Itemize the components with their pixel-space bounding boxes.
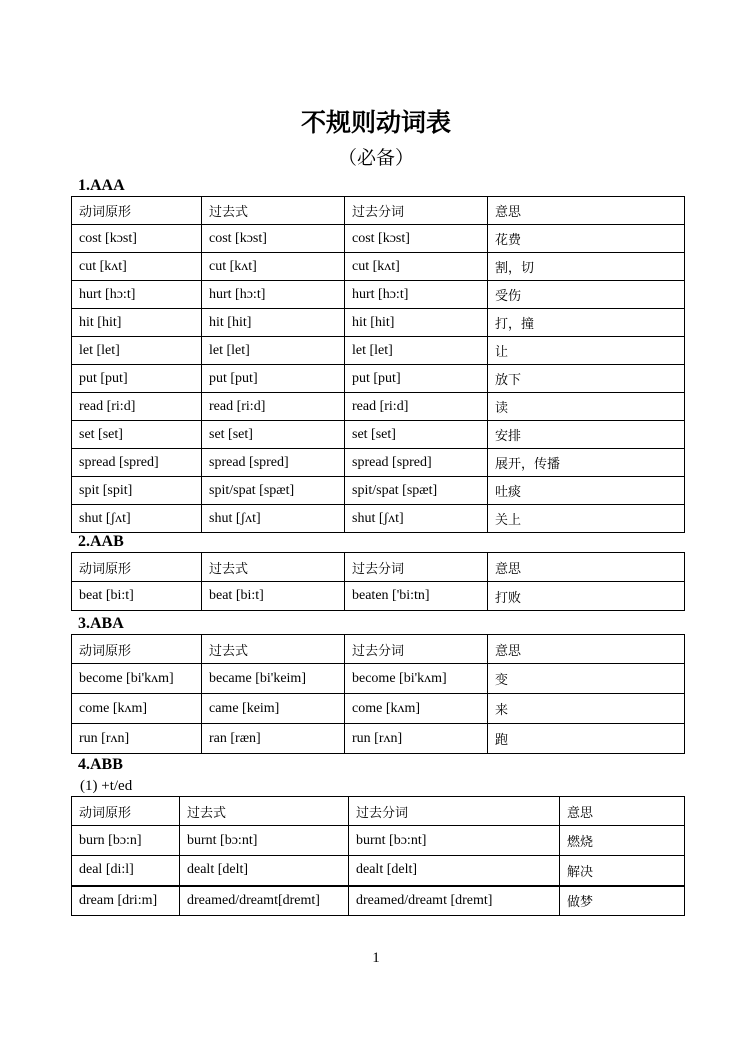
cell-base-form: spit [spit] — [72, 477, 202, 505]
header-past-tense: 过去式 — [202, 553, 345, 582]
cell-past-tense: spit/spat [spæt] — [202, 477, 345, 505]
section-heading-aaa: 1.AAA — [78, 177, 125, 194]
section-heading-aab: 2.AAB — [78, 533, 124, 550]
table-header-row — [72, 197, 685, 225]
header-past-participle: 过去分词 — [345, 635, 488, 664]
table-header-row — [72, 553, 685, 582]
cell-meaning: 放下 — [488, 365, 685, 393]
cell-past-tense: came [keim] — [202, 694, 345, 724]
header-meaning: 意思 — [488, 553, 685, 582]
cell-base-form: beat [bi:t] — [72, 582, 202, 611]
cell-meaning: 燃烧 — [560, 826, 685, 856]
cell-base-form: hit [hit] — [72, 309, 202, 337]
cell-past-participle: beaten ['bi:tn] — [345, 582, 488, 611]
cell-base-form: let [let] — [72, 337, 202, 365]
table-row — [72, 664, 685, 694]
cell-past-participle: set [set] — [345, 421, 488, 449]
cell-past-tense: set [set] — [202, 421, 345, 449]
cell-past-tense: hit [hit] — [202, 309, 345, 337]
table-row — [72, 724, 685, 754]
table-row — [72, 826, 685, 856]
cell-meaning: 打，撞 — [488, 309, 685, 337]
table-row — [72, 253, 685, 281]
cell-meaning: 关上 — [488, 505, 685, 533]
table-row — [72, 477, 685, 505]
header-past-participle: 过去分词 — [345, 553, 488, 582]
verb-table-aba — [71, 634, 685, 754]
table-row — [72, 449, 685, 477]
cell-meaning: 割，切 — [488, 253, 685, 281]
header-past-tense: 过去式 — [202, 635, 345, 664]
table-row — [72, 225, 685, 253]
cell-meaning: 安排 — [488, 421, 685, 449]
cell-past-participle: spit/spat [spæt] — [345, 477, 488, 505]
cell-past-tense: cut [kʌt] — [202, 253, 345, 281]
header-base-form: 动词原形 — [72, 635, 202, 664]
cell-base-form: spread [spred] — [72, 449, 202, 477]
verb-table-aaa — [71, 196, 685, 533]
cell-past-tense: read [ri:d] — [202, 393, 345, 421]
cell-past-tense: became [bi'keim] — [202, 664, 345, 694]
header-base-form: 动词原形 — [72, 197, 202, 225]
cell-meaning: 跑 — [488, 724, 685, 754]
cell-past-tense: burnt [bɔ:nt] — [180, 826, 349, 856]
cell-past-tense: cost [kɔst] — [202, 225, 345, 253]
cell-past-tense: beat [bi:t] — [202, 582, 345, 611]
table-row — [72, 309, 685, 337]
verb-table-aab — [71, 552, 685, 611]
table-row — [72, 281, 685, 309]
cell-meaning: 展开，传播 — [488, 449, 685, 477]
cell-meaning: 让 — [488, 337, 685, 365]
header-past-tense: 过去式 — [202, 197, 345, 225]
cell-past-participle: dealt [delt] — [349, 856, 560, 886]
cell-past-tense: hurt [hɔ:t] — [202, 281, 345, 309]
cell-meaning: 花费 — [488, 225, 685, 253]
cell-base-form: dream [dri:m] — [72, 886, 180, 916]
header-meaning: 意思 — [488, 197, 685, 225]
header-meaning: 意思 — [488, 635, 685, 664]
cell-meaning: 变 — [488, 664, 685, 694]
cell-meaning: 解决 — [560, 856, 685, 886]
cell-past-tense: put [put] — [202, 365, 345, 393]
header-base-form: 动词原形 — [72, 797, 180, 826]
table-row — [72, 393, 685, 421]
cell-past-participle: hurt [hɔ:t] — [345, 281, 488, 309]
verb-table-abb — [71, 796, 685, 916]
cell-meaning: 受伤 — [488, 281, 685, 309]
cell-past-participle: spread [spred] — [345, 449, 488, 477]
cell-past-participle: let [let] — [345, 337, 488, 365]
cell-past-participle: put [put] — [345, 365, 488, 393]
cell-meaning: 做梦 — [560, 886, 685, 916]
cell-past-participle: dreamed/dreamt [dremt] — [349, 886, 560, 916]
cell-past-participle: come [kʌm] — [345, 694, 488, 724]
cell-past-tense: dealt [delt] — [180, 856, 349, 886]
section-subheading-abb: (1) +t/ed — [80, 778, 133, 794]
cell-past-participle: read [ri:d] — [345, 393, 488, 421]
table-header-row — [72, 797, 685, 826]
cell-base-form: read [ri:d] — [72, 393, 202, 421]
cell-past-participle: cut [kʌt] — [345, 253, 488, 281]
cell-past-participle: shut [ʃʌt] — [345, 505, 488, 533]
cell-base-form: burn [bɔ:n] — [72, 826, 180, 856]
header-past-participle: 过去分词 — [345, 197, 488, 225]
section-heading-aba: 3.ABA — [78, 615, 124, 632]
cell-base-form: come [kʌm] — [72, 694, 202, 724]
cell-past-participle: become [bi'kʌm] — [345, 664, 488, 694]
header-base-form: 动词原形 — [72, 553, 202, 582]
cell-past-participle: run [rʌn] — [345, 724, 488, 754]
cell-meaning: 读 — [488, 393, 685, 421]
page-subtitle: （必备） — [337, 147, 414, 169]
table-row — [72, 365, 685, 393]
cell-meaning: 吐痰 — [488, 477, 685, 505]
table-row — [72, 582, 685, 611]
cell-base-form: become [bi'kʌm] — [72, 664, 202, 694]
cell-base-form: cut [kʌt] — [72, 253, 202, 281]
header-past-participle: 过去分词 — [349, 797, 560, 826]
table-row — [72, 886, 685, 916]
cell-past-tense: spread [spred] — [202, 449, 345, 477]
table-row — [72, 694, 685, 724]
cell-past-tense: shut [ʃʌt] — [202, 505, 345, 533]
cell-base-form: set [set] — [72, 421, 202, 449]
cell-meaning: 来 — [488, 694, 685, 724]
page-title: 不规则动词表 — [300, 108, 451, 137]
section-heading-abb: 4.ABB — [78, 756, 123, 773]
header-past-tense: 过去式 — [180, 797, 349, 826]
cell-base-form: put [put] — [72, 365, 202, 393]
cell-base-form: deal [di:l] — [72, 856, 180, 886]
cell-base-form: shut [ʃʌt] — [72, 505, 202, 533]
cell-past-tense: ran [ræn] — [202, 724, 345, 754]
table-row — [72, 856, 685, 886]
cell-past-participle: cost [kɔst] — [345, 225, 488, 253]
cell-past-tense: dreamed/dreamt[dremt] — [180, 886, 349, 916]
cell-past-participle: hit [hit] — [345, 309, 488, 337]
table-row — [72, 421, 685, 449]
cell-meaning: 打败 — [488, 582, 685, 611]
header-meaning: 意思 — [560, 797, 685, 826]
table-row — [72, 505, 685, 533]
table-header-row — [72, 635, 685, 664]
page-number: 1 — [372, 950, 380, 966]
cell-base-form: hurt [hɔ:t] — [72, 281, 202, 309]
cell-past-participle: burnt [bɔ:nt] — [349, 826, 560, 856]
cell-base-form: cost [kɔst] — [72, 225, 202, 253]
cell-base-form: run [rʌn] — [72, 724, 202, 754]
table-row — [72, 337, 685, 365]
cell-past-tense: let [let] — [202, 337, 345, 365]
